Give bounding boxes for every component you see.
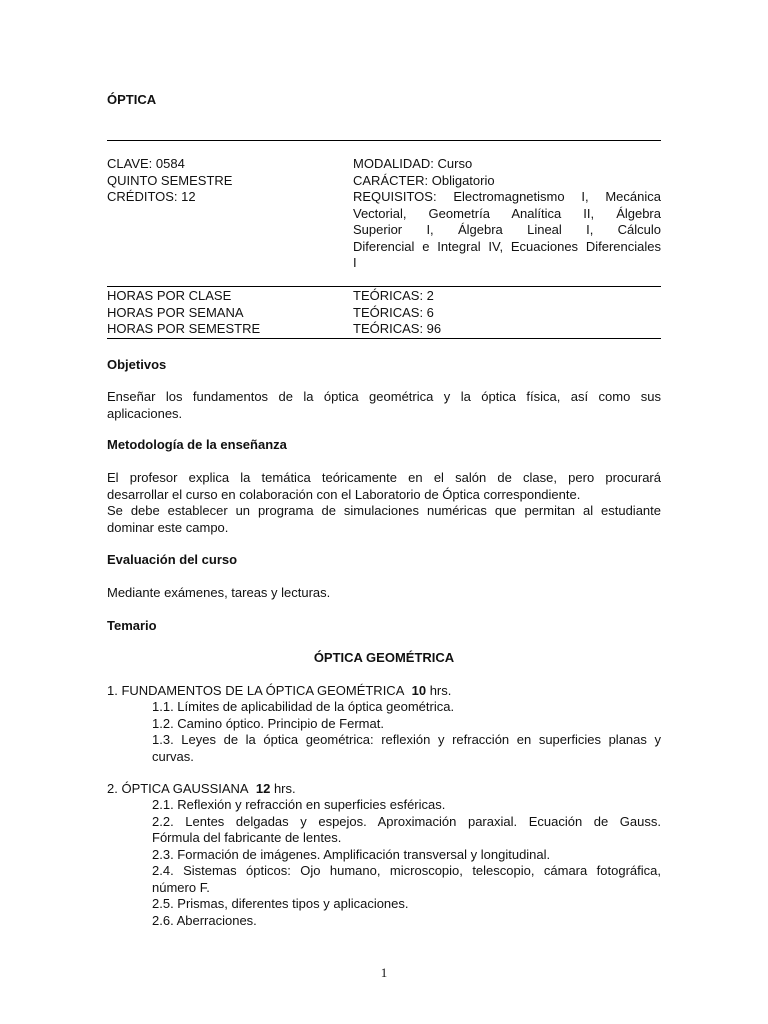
unit-hours: 12 bbox=[255, 781, 271, 796]
metodologia-heading: Metodología de la enseñanza bbox=[107, 437, 287, 452]
list-item: 2.2. Lentes delgadas y espejos. Aproximación paraxial. Ecuación de Gauss. bbox=[152, 813, 661, 829]
list-item-cont: curvas. bbox=[152, 748, 194, 764]
requisitos-line: I bbox=[353, 255, 357, 270]
document-title: ÓPTICA bbox=[107, 92, 157, 107]
page-number: 1 bbox=[380, 965, 388, 980]
semestre: QUINTO SEMESTRE bbox=[107, 172, 233, 188]
requisitos-line: REQUISITOS: Electromagnetismo I, Mecánica bbox=[353, 189, 661, 204]
modalidad: MODALIDAD: Curso bbox=[353, 156, 473, 171]
evaluacion-text: Mediante exámenes, tareas y lecturas. bbox=[107, 585, 331, 600]
paragraph-line: Se debe establecer un programa de simulaciones numéricas que permitan al estudiante bbox=[107, 503, 661, 518]
unit-hours-label: hrs. bbox=[429, 683, 452, 698]
hours-values bbox=[353, 288, 661, 338]
unit-items bbox=[152, 699, 661, 765]
unit-items bbox=[152, 797, 661, 929]
paragraph-line: aplicaciones. bbox=[107, 405, 183, 421]
list-item: 1.2. Camino óptico. Principio de Fermat. bbox=[152, 715, 384, 731]
hours-value: TEÓRICAS: 2 bbox=[353, 288, 434, 303]
requisitos-line: Superior I, Álgebra Lineal I, Cálculo bbox=[353, 222, 661, 237]
hours-labels bbox=[107, 288, 347, 338]
paragraph-line: dominar este campo. bbox=[107, 519, 229, 535]
objetivos-text bbox=[107, 389, 661, 422]
clave: CLAVE: 0584 bbox=[107, 156, 185, 171]
evaluacion-heading: Evaluación del curso bbox=[107, 552, 238, 567]
list-item: 2.6. Aberraciones. bbox=[152, 912, 257, 928]
list-item: 2.1. Reflexión y refracción en superficies esféricas. bbox=[152, 797, 446, 812]
list-item: 1.3. Leyes de la óptica geométrica: reflexión y refracción en superficies planas y bbox=[152, 732, 661, 747]
requisitos-line: Vectorial, Geometría Analítica II, Álgebra bbox=[353, 205, 661, 221]
list-item-cont: Fórmula del fabricante de lentes. bbox=[152, 830, 342, 845]
hours-table bbox=[107, 288, 661, 340]
paragraph-line: El profesor explica la temática teóricamente en el salón de clase, pero procurará bbox=[107, 470, 661, 485]
section-title: ÓPTICA GEOMÉTRICA bbox=[313, 650, 455, 665]
metodologia-text bbox=[107, 470, 661, 536]
hours-value: TEÓRICAS: 96 bbox=[353, 321, 442, 336]
course-info bbox=[107, 156, 661, 276]
hours-value: TEÓRICAS: 6 bbox=[353, 304, 434, 320]
unit-hours-label: hrs. bbox=[273, 781, 296, 796]
unit-title bbox=[107, 683, 451, 700]
requisitos-line: Diferencial e Integral IV, Ecuaciones Diferenciales bbox=[353, 238, 661, 254]
objetivos-heading: Objetivos bbox=[107, 357, 167, 372]
list-item: 2.4. Sistemas ópticos: Ojo humano, microscopio, telescopio, cámara fotográfica, bbox=[152, 863, 661, 878]
list-item: 1.1. Límites de aplicabilidad de la óptica geométrica. bbox=[152, 699, 455, 714]
list-item: 2.5. Prismas, diferentes tipos y aplicaciones. bbox=[152, 896, 409, 911]
hours-label: HORAS POR CLASE bbox=[107, 288, 232, 303]
hours-label: HORAS POR SEMESTRE bbox=[107, 321, 261, 336]
temario-heading: Temario bbox=[107, 618, 157, 633]
list-item: 2.3. Formación de imágenes. Amplificación transversal y longitudinal. bbox=[152, 846, 551, 862]
unit-title bbox=[107, 781, 296, 798]
divider bbox=[107, 140, 661, 141]
course-info-right bbox=[353, 156, 661, 272]
divider bbox=[107, 338, 661, 339]
list-item-cont: número F. bbox=[152, 879, 210, 895]
caracter: CARÁCTER: Obligatorio bbox=[353, 172, 495, 188]
paragraph-line: desarrollar el curso en colaboración con el Laboratorio de Óptica correspondiente. bbox=[107, 486, 581, 502]
divider bbox=[107, 286, 661, 287]
paragraph-line: Enseñar los fundamentos de la óptica geométrica y la óptica física, así como sus bbox=[107, 389, 661, 404]
unit-name: 2. ÓPTICA GAUSSIANA bbox=[107, 781, 249, 796]
hours-label: HORAS POR SEMANA bbox=[107, 304, 244, 320]
unit-hours: 10 bbox=[411, 683, 427, 698]
course-info-left bbox=[107, 156, 347, 206]
unit-name: 1. FUNDAMENTOS DE LA ÓPTICA GEOMÉTRICA bbox=[107, 683, 405, 698]
creditos: CRÉDITOS: 12 bbox=[107, 189, 196, 204]
